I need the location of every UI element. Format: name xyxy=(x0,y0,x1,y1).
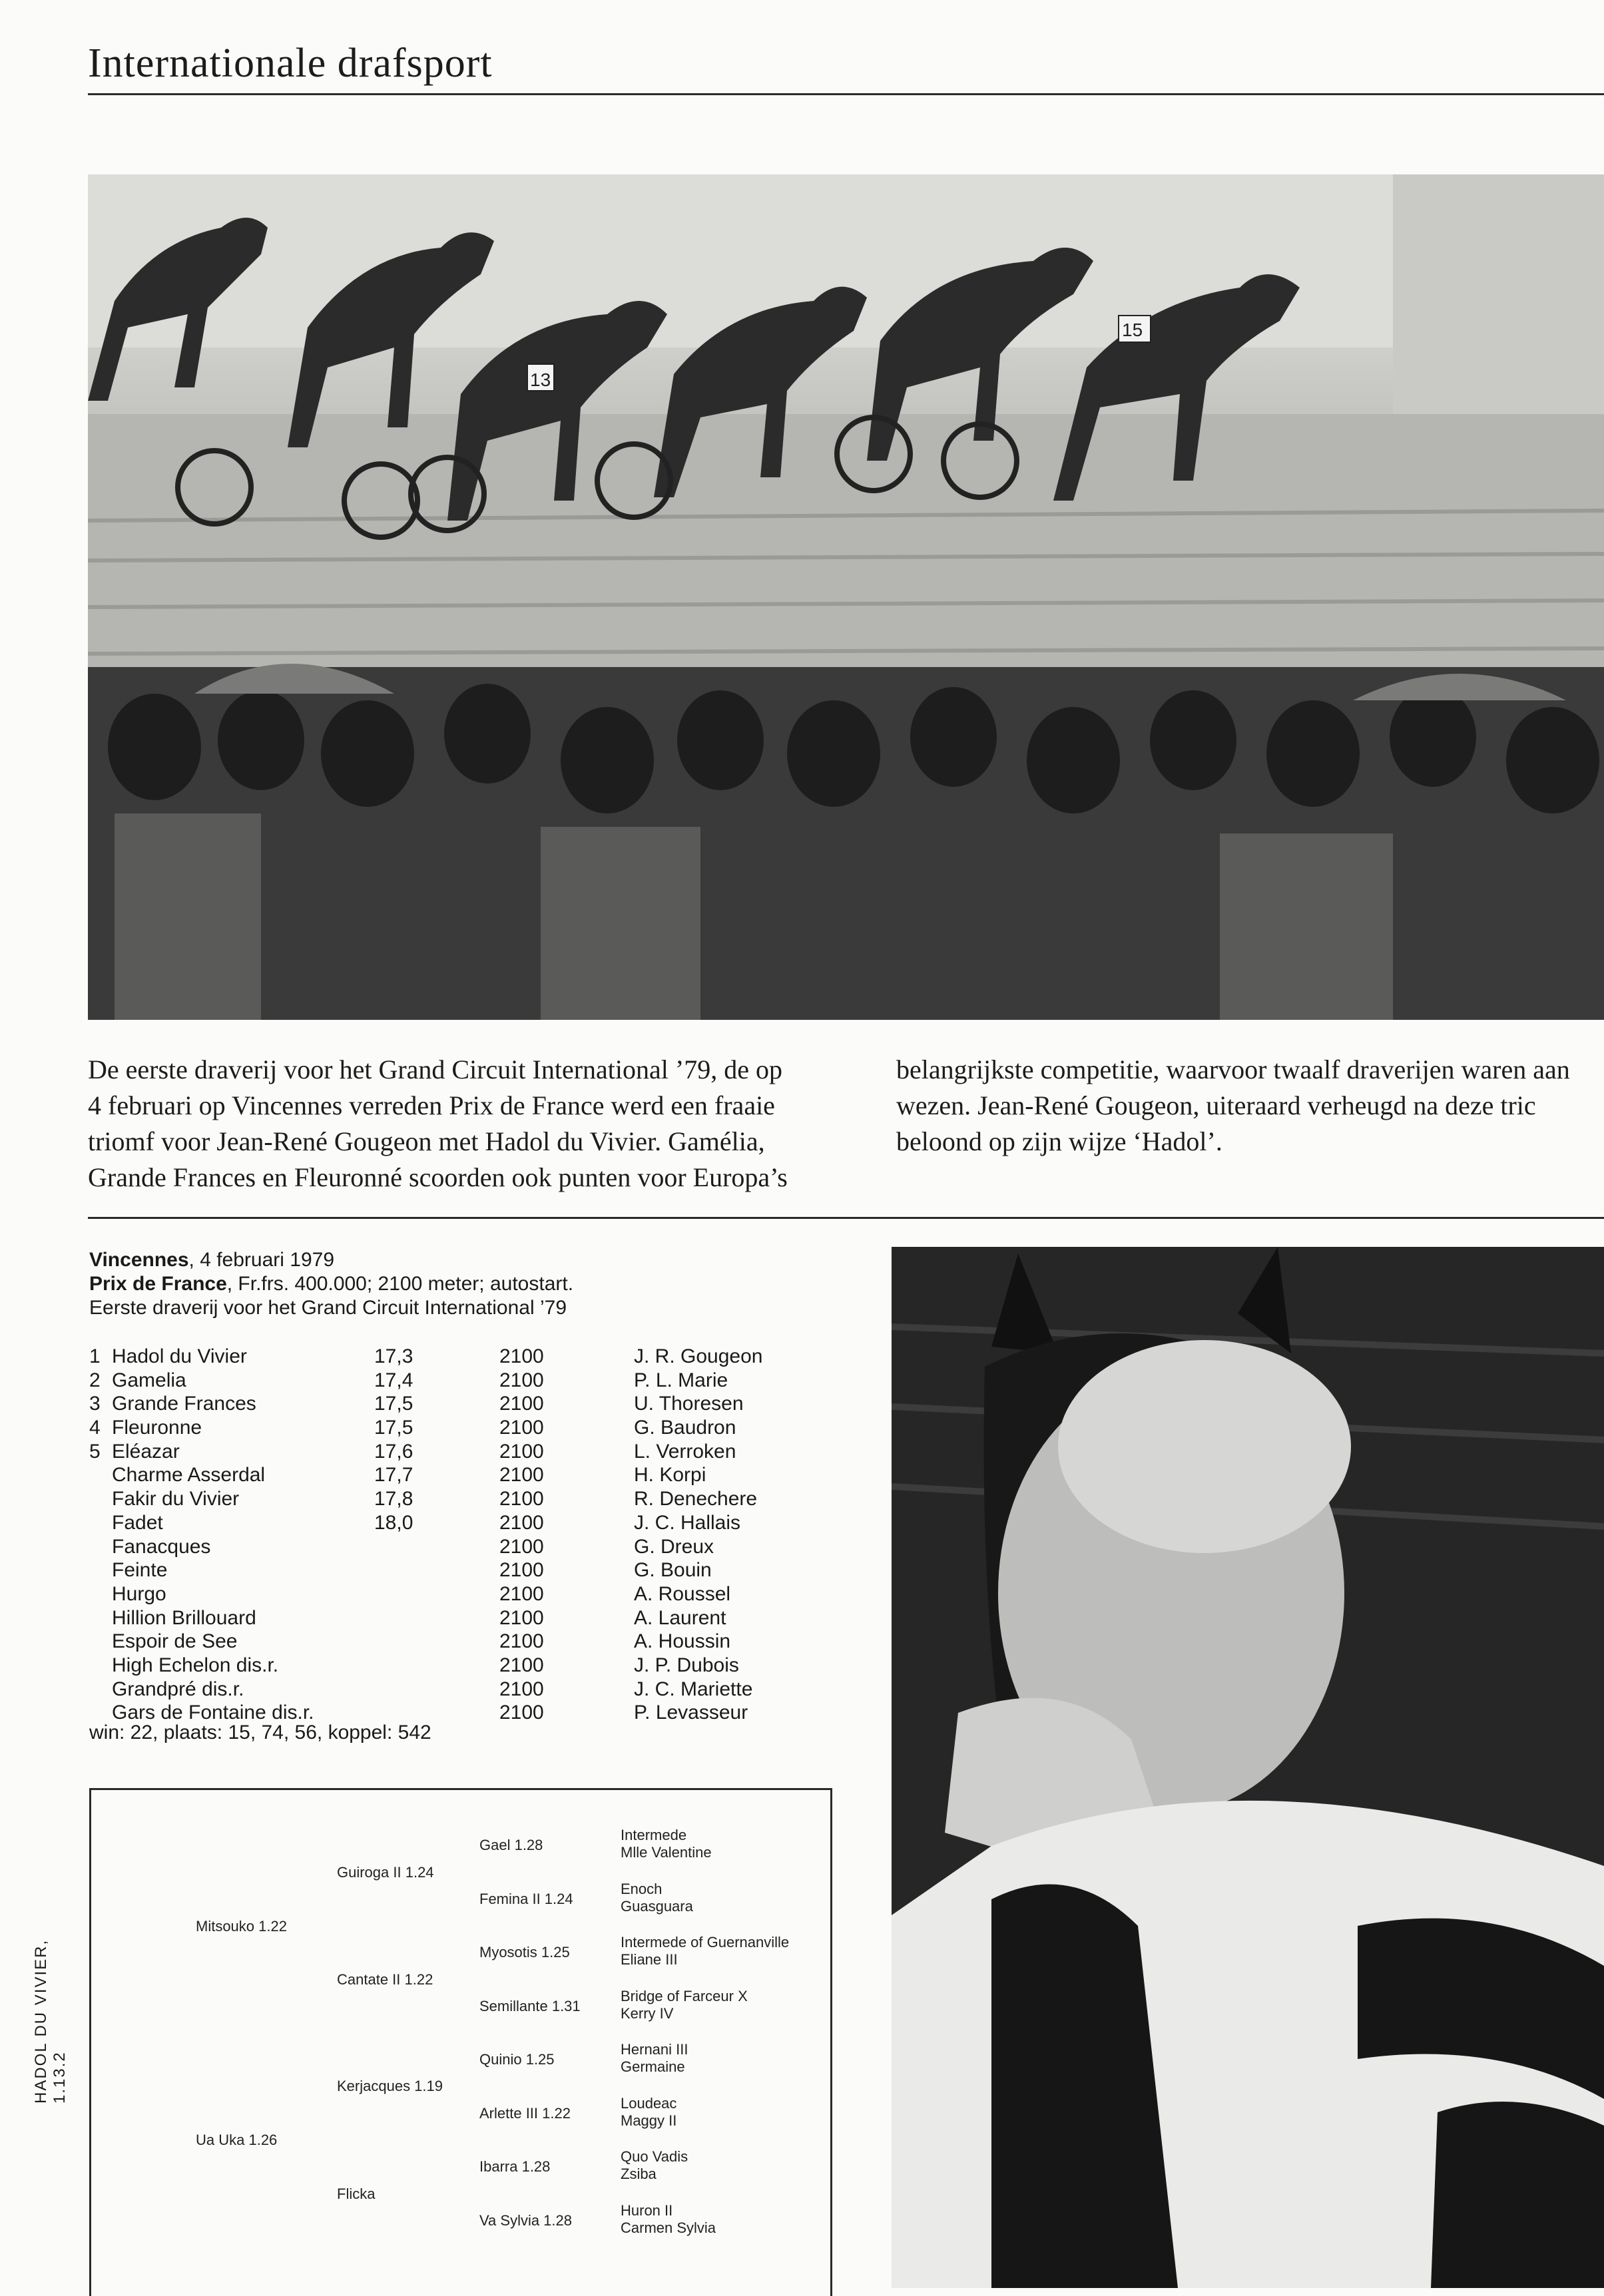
pedigree-great-grandparent: Arlette III 1.22 xyxy=(479,2105,571,2122)
caption-line: belangrijkste competitie, waarvoor twaalf draverijen waren aan xyxy=(896,1054,1570,1084)
result-time: 18,0 xyxy=(374,1511,413,1534)
result-horse: Hurgo xyxy=(112,1582,166,1605)
result-driver: A. Roussel xyxy=(634,1582,731,1605)
result-distance: 2100 xyxy=(499,1535,544,1558)
harness-race-image xyxy=(88,174,1604,1020)
race-details: , Fr.frs. 400.000; 2100 meter; autostart. xyxy=(226,1273,574,1295)
pedigree-gg-sire: Quo Vadis xyxy=(621,2148,688,2165)
result-driver: J. P. Dubois xyxy=(634,1654,739,1676)
caption-line: beloond op zijn wijze ‘Hadol’. xyxy=(896,1126,1222,1156)
pedigree-gg-pair xyxy=(621,2095,676,2130)
result-distance: 2100 xyxy=(499,1606,544,1629)
race-bib-13: 13 xyxy=(530,369,551,390)
page-header-title: Internationale drafsport xyxy=(88,41,493,86)
race-note: Eerste draverij voor het Grand Circuit International ’79 xyxy=(89,1297,567,1319)
pedigree-gg-sire: Bridge of Farceur X xyxy=(621,1988,748,2004)
result-driver: H. Korpi xyxy=(634,1464,706,1487)
pedigree-great-grandparent: Gael 1.28 xyxy=(479,1837,543,1853)
result-distance: 2100 xyxy=(499,1630,544,1653)
pedigree-parent: Mitsouko 1.22 xyxy=(196,1918,287,1935)
result-horse: Grandpré dis.r. xyxy=(112,1678,244,1700)
result-horse: Fakir du Vivier xyxy=(112,1488,240,1510)
result-horse: Feinte xyxy=(112,1559,168,1582)
pedigree-great-grandparent: Femina II 1.24 xyxy=(479,1891,573,1907)
race-venue: Vincennes xyxy=(89,1249,189,1271)
pedigree-gg-sire: Huron II xyxy=(621,2202,673,2219)
caption-left-column xyxy=(88,1052,847,1196)
result-horse: Hillion Brillouard xyxy=(112,1606,256,1629)
caption-line: 4 februari op Vincennes verreden Prix de France werd een fraaie xyxy=(88,1090,775,1120)
result-horse: Hadol du Vivier xyxy=(112,1345,247,1367)
result-time: 17,3 xyxy=(374,1345,413,1367)
result-horse: High Echelon dis.r. xyxy=(112,1654,279,1676)
result-distance: 2100 xyxy=(499,1702,544,1724)
result-horse: Gars de Fontaine dis.r. xyxy=(112,1702,314,1724)
pedigree-great-grandparent: Semillante 1.31 xyxy=(479,1998,581,2014)
pedigree-gg-dam: Guasguara xyxy=(621,1898,693,1915)
harness-race-photo xyxy=(88,174,1604,1020)
result-distance: 2100 xyxy=(499,1559,544,1582)
pedigree-gg-sire: Hernani III xyxy=(621,2041,688,2058)
result-position: 3 xyxy=(89,1393,101,1415)
result-driver: A. Houssin xyxy=(634,1630,731,1653)
result-time: 17,8 xyxy=(374,1488,413,1510)
pedigree-great-grandparent: Ibarra 1.28 xyxy=(479,2158,551,2175)
pedigree-subject-record: 1.13.2 xyxy=(51,2051,69,2104)
pedigree-gg-pair xyxy=(621,1827,712,1861)
pedigree-gg-pair xyxy=(621,1934,789,1968)
pedigree-grandparent: Flicka xyxy=(337,2185,376,2202)
result-horse: Fadet xyxy=(112,1511,163,1534)
result-distance: 2100 xyxy=(499,1654,544,1676)
result-horse: Fleuronne xyxy=(112,1417,202,1439)
result-distance: 2100 xyxy=(499,1345,544,1367)
pedigree-gg-dam: Eliane III xyxy=(621,1951,678,1968)
result-position: 1 xyxy=(89,1345,101,1367)
result-position: 5 xyxy=(89,1440,101,1463)
result-driver: J. R. Gougeon xyxy=(634,1345,763,1367)
result-driver: P. Levasseur xyxy=(634,1702,748,1724)
pedigree-gg-dam: Kerry IV xyxy=(621,2005,674,2022)
result-horse: Gamelia xyxy=(112,1369,186,1391)
result-driver: U. Thoresen xyxy=(634,1393,744,1415)
caption-right-column xyxy=(896,1052,1604,1160)
pedigree-grandparent: Guiroga II 1.24 xyxy=(337,1864,434,1881)
race-bib-15: 15 xyxy=(1122,320,1143,340)
race-name: Prix de France xyxy=(89,1273,227,1295)
pedigree-great-grandparent: Myosotis 1.25 xyxy=(479,1944,570,1960)
pedigree-subject xyxy=(32,1939,69,2104)
pedigree-parent: Ua Uka 1.26 xyxy=(196,2132,278,2148)
pedigree-gg-dam: Carmen Sylvia xyxy=(621,2219,716,2236)
result-distance: 2100 xyxy=(499,1678,544,1700)
pedigree-gg-sire: Intermede of Guernanville xyxy=(621,1934,790,1951)
pedigree-great-grandparent: Va Sylvia 1.28 xyxy=(479,2212,573,2229)
result-driver: G. Bouin xyxy=(634,1559,712,1582)
result-driver: G. Baudron xyxy=(634,1417,736,1439)
result-distance: 2100 xyxy=(499,1369,544,1391)
result-driver: L. Verroken xyxy=(634,1440,736,1463)
race-date: , 4 februari 1979 xyxy=(188,1249,335,1271)
result-time: 17,6 xyxy=(374,1440,413,1463)
caption-line: De eerste draverij voor het Grand Circuit International ’79, de op xyxy=(88,1054,782,1084)
result-distance: 2100 xyxy=(499,1582,544,1605)
pedigree-gg-dam: Zsiba xyxy=(621,2166,657,2182)
result-distance: 2100 xyxy=(499,1417,544,1439)
result-horse: Eléazar xyxy=(112,1440,180,1463)
result-time: 17,7 xyxy=(374,1464,413,1487)
result-distance: 2100 xyxy=(499,1488,544,1510)
pedigree-gg-pair xyxy=(621,2041,688,2076)
result-driver: G. Dreux xyxy=(634,1535,714,1558)
race-header xyxy=(89,1248,573,1320)
driver-kissing-horse-image xyxy=(892,1247,1604,2288)
section-rule xyxy=(88,1217,1604,1219)
result-horse: Grande Frances xyxy=(112,1393,256,1415)
result-distance: 2100 xyxy=(499,1511,544,1534)
pedigree-subject-name: HADOL DU VIVIER, xyxy=(32,1939,50,2104)
pedigree-gg-pair xyxy=(621,1881,693,1915)
result-time: 17,5 xyxy=(374,1393,413,1415)
result-driver: J. C. Hallais xyxy=(634,1511,741,1534)
result-distance: 2100 xyxy=(499,1440,544,1463)
result-distance: 2100 xyxy=(499,1393,544,1415)
pedigree-gg-pair xyxy=(621,2202,716,2237)
pedigree-gg-sire: Enoch xyxy=(621,1881,663,1897)
result-time: 17,4 xyxy=(374,1369,413,1391)
pedigree-gg-pair xyxy=(621,2148,688,2183)
result-driver: P. L. Marie xyxy=(634,1369,728,1391)
result-position: 4 xyxy=(89,1417,101,1439)
pedigree-grandparent: Kerjacques 1.19 xyxy=(337,2078,443,2094)
pedigree-box xyxy=(89,1788,832,2296)
result-driver: A. Laurent xyxy=(634,1606,726,1629)
pedigree-gg-pair xyxy=(621,1988,748,2022)
caption-line: triomf voor Jean-René Gougeon met Hadol du Vivier. Gamélia, xyxy=(88,1126,765,1156)
header-rule xyxy=(88,93,1604,95)
pedigree-grandparent: Cantate II 1.22 xyxy=(337,1971,433,1988)
pedigree-gg-dam: Maggy II xyxy=(621,2112,677,2129)
caption-line: Grande Frances en Fleuronné scoorden ook punten voor Europa’s xyxy=(88,1162,788,1192)
result-horse: Fanacques xyxy=(112,1535,211,1558)
pedigree-gg-dam: Germaine xyxy=(621,2058,685,2075)
result-horse: Espoir de See xyxy=(112,1630,238,1653)
caption-line: wezen. Jean-René Gougeon, uiteraard verheugd na deze tric xyxy=(896,1090,1536,1120)
result-position: 2 xyxy=(89,1369,101,1391)
pedigree-great-grandparent: Quinio 1.25 xyxy=(479,2051,555,2068)
result-time: 17,5 xyxy=(374,1417,413,1439)
pedigree-gg-sire: Intermede xyxy=(621,1827,687,1843)
payout-line: win: 22, plaats: 15, 74, 56, koppel: 542 xyxy=(89,1722,431,1743)
result-driver: R. Denechere xyxy=(634,1488,758,1510)
result-driver: J. C. Mariette xyxy=(634,1678,753,1700)
result-distance: 2100 xyxy=(499,1464,544,1487)
result-horse: Charme Asserdal xyxy=(112,1464,266,1487)
driver-kissing-horse-photo xyxy=(892,1247,1604,2288)
pedigree-gg-dam: Mlle Valentine xyxy=(621,1844,712,1861)
pedigree-gg-sire: Loudeac xyxy=(621,2095,677,2112)
